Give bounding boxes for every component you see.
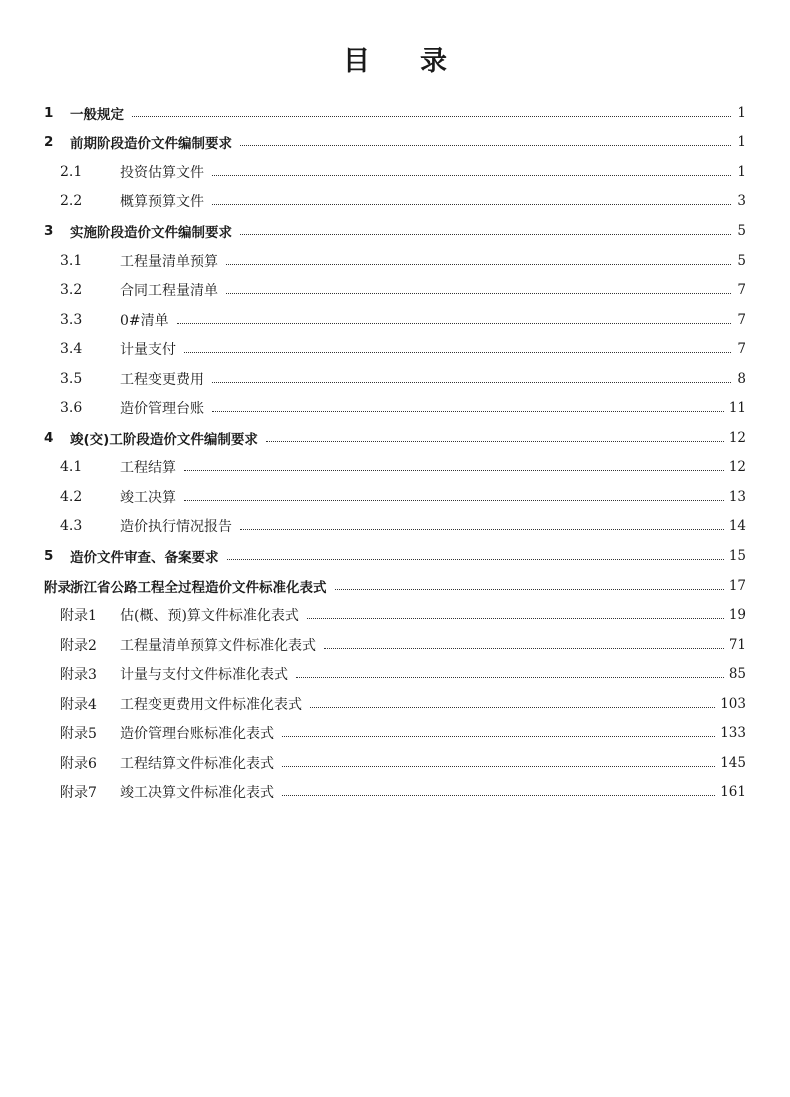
toc-entry-title: 造价管理台账标准化表式: [120, 726, 274, 743]
toc-entry-title: 造价执行情况报告: [120, 519, 232, 536]
toc-entry-page-number: 19: [728, 607, 746, 624]
toc-entry[interactable]: [44, 334, 746, 364]
toc-leader-dots: [212, 174, 731, 176]
toc-entry-title: 工程结算文件标准化表式: [120, 755, 274, 772]
toc-entry-page-number: 145: [720, 754, 746, 771]
toc-entry-number: 3.2: [60, 282, 83, 299]
toc-entry-title: 造价文件审查、备案要求: [70, 549, 219, 566]
toc-entry-number: 附录7: [60, 785, 97, 802]
toc-leader-dots: [240, 528, 724, 530]
toc-entry-title: 实施阶段造价文件编制要求: [70, 224, 232, 241]
toc-entry-number: 4.1: [60, 459, 83, 476]
toc-entry-number: 4.3: [60, 518, 83, 535]
toc-entry[interactable]: [44, 571, 746, 601]
toc-entry-number: 2: [44, 134, 54, 151]
toc-entry-page-number: 103: [720, 695, 746, 712]
toc-entry-number: 2.2: [60, 193, 83, 210]
toc-entry[interactable]: [44, 482, 746, 512]
toc-entry-number: 3.1: [60, 252, 83, 269]
toc-leader-dots: [310, 706, 715, 708]
title-char-2: 录: [420, 46, 447, 77]
toc-entry[interactable]: [44, 128, 746, 158]
toc-entry-title: 投资估算文件: [120, 164, 204, 181]
toc-leader-dots: [184, 499, 724, 501]
toc-entry-number: 附录1: [60, 608, 97, 625]
toc-entry-number: 2.1: [60, 163, 83, 180]
toc-entry[interactable]: [44, 748, 746, 778]
toc-leader-dots: [226, 263, 731, 265]
toc-entry-page-number: 7: [737, 311, 746, 328]
toc-leader-dots: [296, 676, 724, 678]
toc-entry-number: 3.6: [60, 400, 83, 417]
toc-entry-page-number: 1: [737, 163, 746, 180]
toc-entry-title: 合同工程量清单: [120, 283, 218, 300]
toc-entry-page-number: 5: [737, 252, 746, 269]
toc-entry-page-number: 5: [737, 222, 746, 239]
toc-entry[interactable]: [44, 393, 746, 423]
toc-entry-page-number: 71: [728, 636, 746, 653]
page-title: [0, 44, 790, 80]
toc-entry-title: 计量与支付文件标准化表式: [120, 667, 288, 684]
toc-entry-page-number: 7: [737, 341, 746, 358]
toc-entry-number: 3: [44, 222, 54, 239]
toc-entry-title: 工程变更费用: [120, 371, 204, 388]
toc-entry-page-number: 11: [728, 400, 746, 417]
toc-leader-dots: [184, 351, 731, 353]
toc-leader-dots: [184, 469, 724, 471]
toc-leader-dots: [307, 617, 724, 619]
toc-leader-dots: [212, 410, 724, 412]
toc-entry[interactable]: [44, 659, 746, 689]
toc-entry-page-number: 13: [728, 488, 746, 505]
toc-leader-dots: [227, 558, 724, 560]
toc-entry-title: 造价管理台账: [120, 401, 204, 418]
toc-leader-dots: [335, 588, 724, 590]
toc-entry-number: 4: [44, 429, 54, 446]
toc-leader-dots: [324, 647, 724, 649]
toc-entry[interactable]: [44, 600, 746, 630]
toc-entry-page-number: 8: [737, 370, 746, 387]
toc-leader-dots: [282, 765, 715, 767]
toc-entry-title: 一般规定: [70, 106, 124, 123]
toc-entry[interactable]: [44, 423, 746, 453]
toc-entry[interactable]: [44, 512, 746, 542]
toc-entry[interactable]: [44, 453, 746, 483]
toc-leader-dots: [282, 735, 715, 737]
toc-entry-number: 3.5: [60, 370, 83, 387]
toc-entry-title: 工程量清单预算文件标准化表式: [120, 637, 316, 654]
toc-entry[interactable]: [44, 718, 746, 748]
toc-leader-dots: [132, 115, 731, 117]
toc-leader-dots: [240, 144, 731, 146]
toc-entry-title: 竣(交)工阶段造价文件编制要求: [70, 431, 258, 448]
toc-entry-title: 竣工决算: [120, 489, 176, 506]
toc-entry-title: 工程变更费用文件标准化表式: [120, 696, 302, 713]
toc-entry[interactable]: [44, 246, 746, 276]
toc-entry-page-number: 17: [728, 577, 746, 594]
toc-entry-number: 5: [44, 547, 54, 564]
toc-entry-title: 工程结算: [120, 460, 176, 477]
toc-entry-title: 浙江省公路工程全过程造价文件标准化表式: [70, 579, 327, 596]
toc-entry-number: 3.4: [60, 341, 83, 358]
table-of-contents: [44, 98, 746, 807]
toc-entry-title: 概算预算文件: [120, 194, 204, 211]
toc-entry-title: 计量支付: [120, 342, 176, 359]
toc-leader-dots: [212, 203, 731, 205]
toc-entry-title: 前期阶段造价文件编制要求: [70, 136, 232, 153]
toc-entry-number: 附录4: [60, 696, 97, 713]
toc-leader-dots: [266, 440, 724, 442]
toc-entry-page-number: 12: [728, 429, 746, 446]
toc-entry-page-number: 15: [728, 547, 746, 564]
toc-entry[interactable]: [44, 157, 746, 187]
toc-entry-number: 4.2: [60, 488, 83, 505]
toc-entry[interactable]: [44, 778, 746, 808]
toc-entry[interactable]: [44, 630, 746, 660]
toc-entry-page-number: 14: [728, 518, 746, 535]
title-char-1: 目: [343, 46, 370, 77]
toc-entry-page-number: 12: [728, 459, 746, 476]
toc-entry-number: 附录6: [60, 755, 97, 772]
toc-entry-number: 附录5: [60, 726, 97, 743]
toc-entry[interactable]: [44, 305, 746, 335]
toc-entry-title: 估(概、预)算文件标准化表式: [120, 608, 299, 625]
toc-entry-title: 竣工决算文件标准化表式: [120, 785, 274, 802]
toc-entry-title: 0#清单: [120, 312, 169, 329]
toc-entry[interactable]: [44, 275, 746, 305]
toc-entry[interactable]: [44, 216, 746, 246]
toc-entry-page-number: 133: [720, 725, 746, 742]
toc-leader-dots: [226, 292, 731, 294]
toc-entry[interactable]: [44, 98, 746, 128]
toc-entry[interactable]: [44, 364, 746, 394]
toc-entry-number: 附录: [44, 579, 71, 596]
toc-leader-dots: [177, 322, 731, 324]
toc-entry-page-number: 1: [737, 104, 746, 121]
toc-entry[interactable]: [44, 689, 746, 719]
toc-entry-number: 附录3: [60, 667, 97, 684]
toc-entry-title: 工程量清单预算: [120, 253, 218, 270]
toc-entry-page-number: 1: [737, 134, 746, 151]
toc-entry-number: 附录2: [60, 637, 97, 654]
toc-entry-number: 1: [44, 104, 54, 121]
toc-leader-dots: [240, 233, 731, 235]
toc-entry[interactable]: [44, 541, 746, 571]
toc-entry-page-number: 161: [720, 784, 746, 801]
toc-leader-dots: [282, 794, 715, 796]
toc-entry-number: 3.3: [60, 311, 83, 328]
toc-entry-page-number: 3: [737, 193, 746, 210]
toc-leader-dots: [212, 381, 731, 383]
toc-entry-page-number: 85: [728, 666, 746, 683]
toc-entry[interactable]: [44, 187, 746, 217]
toc-entry-page-number: 7: [737, 282, 746, 299]
